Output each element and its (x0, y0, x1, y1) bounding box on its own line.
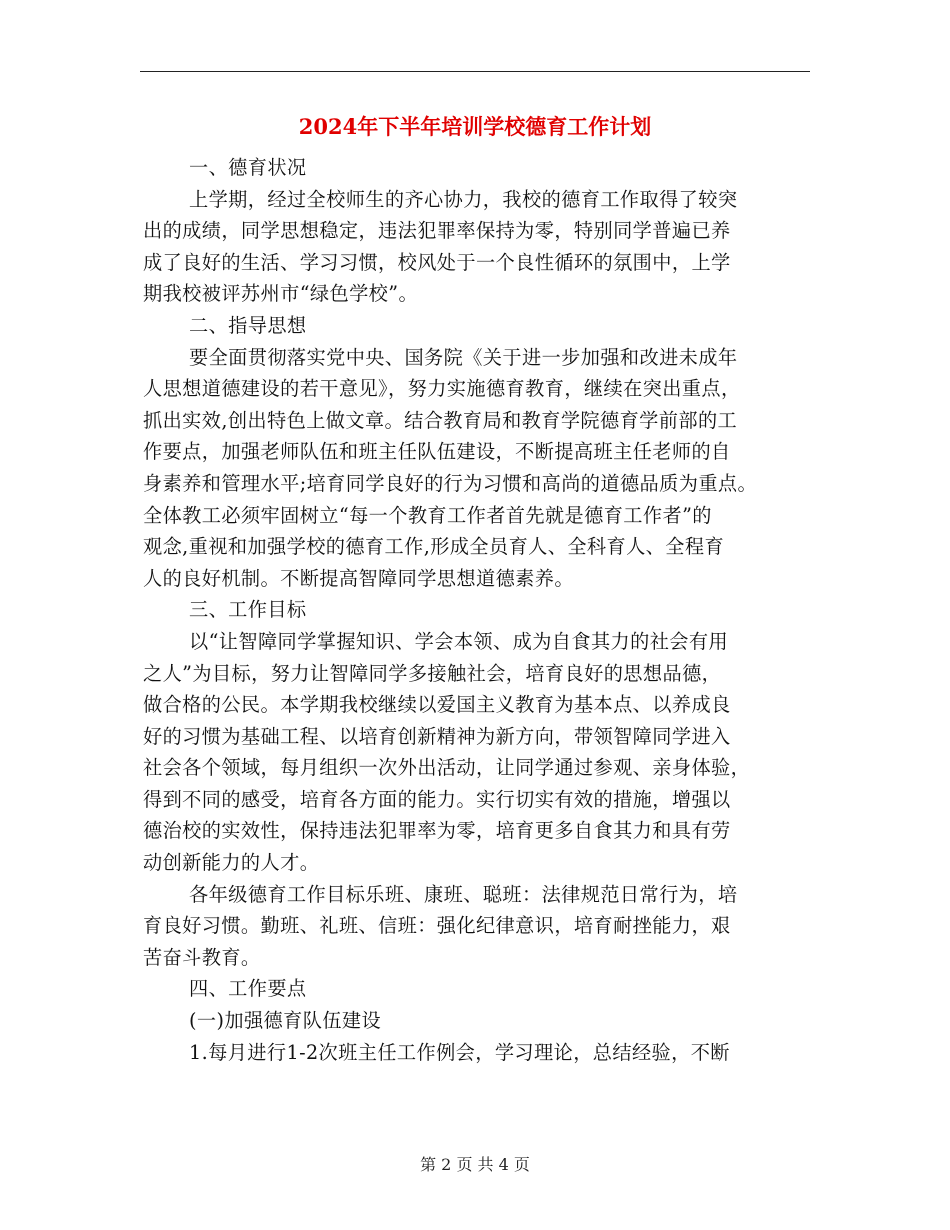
page-footer: 第 2 页 共 4 页 (420, 1155, 530, 1174)
text-line: 出的成绩，同学思想稳定，违法犯罪率保持为零，特别同学普遍已养 (143, 219, 731, 243)
text-line: 二、指导思想 (189, 313, 307, 337)
text-line: 人思想道德建设的若干意见》，努力实施德育教育，继续在突出重点， (143, 377, 741, 401)
text-line: 抓出实效,创出特色上做文章。结合教育局和教育学院德育学前部的工 (143, 408, 738, 432)
text-line: 各年级德育工作目标乐班、康班、聪班：法律规范日常行为，培 (189, 882, 738, 906)
text-line: 得到不同的感受，培育各方面的能力。实行切实有效的措施，增强以 (143, 787, 731, 811)
header-rule (140, 71, 810, 72)
text-line: 四、工作要点 (189, 977, 307, 1001)
text-line: 一、德育状况 (189, 156, 307, 179)
text-line: 育良好习惯。勤班、礼班、信班：强化纪律意识，培育耐挫能力，艰 (143, 914, 731, 938)
text-line: 人的良好机制。不断提高智障同学思想道德素养。 (143, 566, 574, 590)
text-line: 德治校的实效性，保持违法犯罪率为零，培育更多自食其力和具有劳 (143, 819, 731, 843)
text-line: 身素养和管理水平;培育同学良好的行为习惯和高尚的道德品质为重点。 (143, 471, 758, 495)
text-line: 成了良好的生活、学习习惯，校风处于一个良性循环的氛围中，上学 (143, 250, 731, 274)
text-line: 好的习惯为基础工程、以培育创新精神为新方向，带领智障同学进入 (143, 724, 731, 748)
text-line: 之人”为目标，努力让智障同学多接触社会，培育良好的思想品德， (143, 661, 722, 685)
text-line: 1.每月进行1-2次班主任工作例会，学习理论，总结经验，不断 (189, 1040, 730, 1064)
text-line: 做合格的公民。本学期我校继续以爱国主义教育为基本点、以养成良 (143, 693, 731, 717)
text-line: 以“让智障同学掌握知识、学会本领、成为自食其力的社会有用 (189, 629, 729, 653)
text-line: 上学期，经过全校师生的齐心协力，我校的德育工作取得了较突 (189, 187, 738, 211)
text-line: 期我校被评苏州市“绿色学校”。 (143, 282, 419, 306)
text-line: 要全面贯彻落实党中央、国务院《关于进一步加强和改进未成年 (189, 345, 738, 369)
text-line: 苦奋斗教育。 (143, 945, 261, 969)
text-line: 作要点，加强老师队伍和班主任队伍建设，不断提高班主任老师的自 (143, 440, 731, 464)
document-body (143, 152, 815, 1068)
text-line: (一)加强德育队伍建设 (189, 1009, 382, 1033)
text-line: 动创新能力的人才。 (143, 851, 320, 875)
text-line: 全体教工必须牢固树立“每一个教育工作者首先就是德育工作者”的 (143, 503, 712, 527)
document-title: 2024年下半年培训学校德育工作计划 (298, 114, 652, 139)
text-line: 三、工作目标 (189, 598, 307, 622)
text-line: 观念,重视和加强学校的德育工作,形成全员育人、全科育人、全程育 (143, 535, 725, 559)
text-line: 社会各个领域，每月组织一次外出活动，让同学通过参观、亲身体验， (143, 756, 751, 780)
